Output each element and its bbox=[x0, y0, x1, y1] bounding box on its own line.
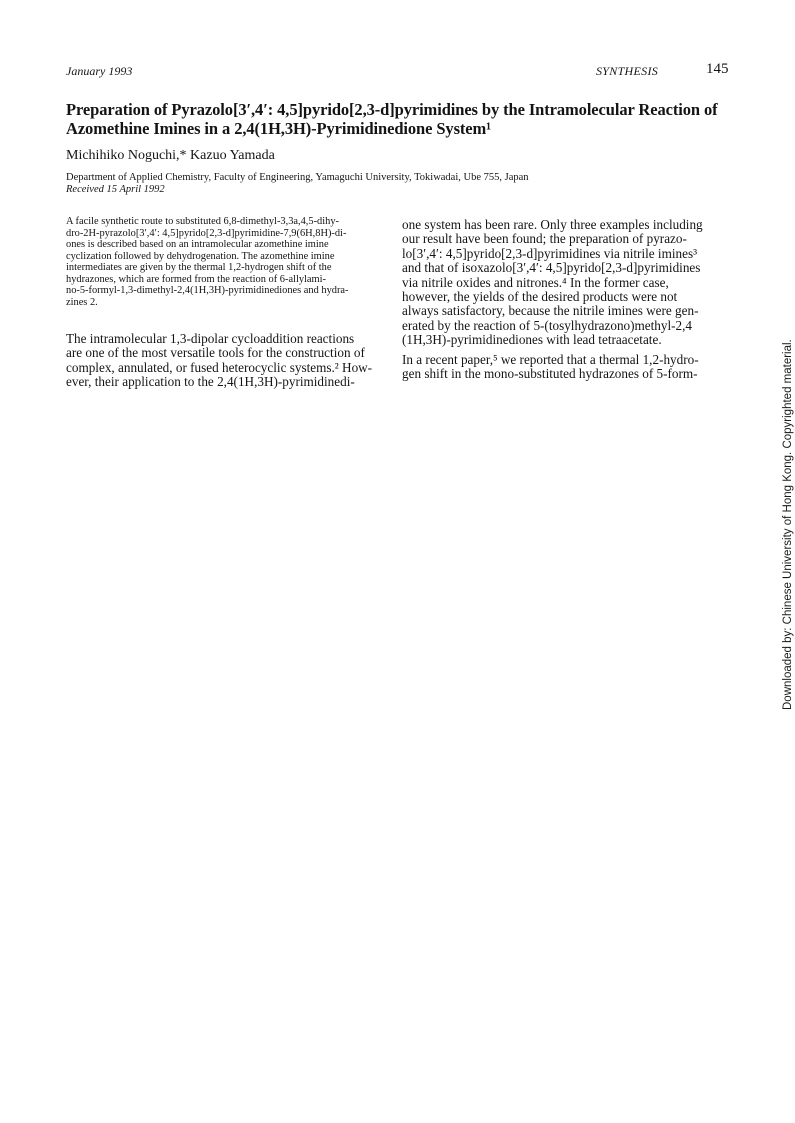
body-line: erated by the reaction of 5-(tosylhydrazono)methyl-2,4 bbox=[402, 317, 693, 333]
header-page-number: 145 bbox=[706, 61, 729, 77]
paragraph-1 bbox=[402, 218, 726, 348]
body-line: (1H,3H)-pyrimidinediones with lead tetraacetate. bbox=[402, 332, 662, 348]
title-line: Preparation of Pyrazolo[3′,4′: 4,5]pyrido[2,3-d]pyrimidines by the Intramolecular Reaction of bbox=[66, 100, 718, 119]
paragraph-2 bbox=[402, 353, 726, 382]
abstract-line: intermediates are given by the thermal 1,2-hydrogen shift of the bbox=[66, 262, 332, 273]
body-line: our result have been found; the preparation of pyrazo- bbox=[402, 231, 687, 247]
abstract bbox=[66, 216, 386, 308]
body-line: however, the yields of the desired products were not bbox=[402, 289, 678, 305]
body-line: gen shift in the mono-substituted hydrazones of 5-form- bbox=[402, 366, 698, 382]
body-line: one system has been rare. Only three examples including bbox=[402, 217, 703, 232]
header-date: January 1993 bbox=[66, 64, 133, 78]
abstract-line: ones is described based on an intramolecular azomethine imine bbox=[66, 239, 329, 250]
body-line: are one of the most versatile tools for the construction of bbox=[66, 345, 365, 361]
body-line: In a recent paper,⁵ we reported that a thermal 1,2-hydro- bbox=[402, 351, 699, 367]
download-watermark: Downloaded by: Chinese University of Hong Kong. Copyrighted material. bbox=[782, 339, 794, 710]
authors: Michihiko Noguchi,* Kazuo Yamada bbox=[66, 148, 275, 163]
title-line: Azomethine Imines in a 2,4(1H,3H)-Pyrimidinedione System¹ bbox=[66, 119, 492, 138]
intro-paragraph bbox=[66, 332, 386, 390]
body-line: via nitrile oxides and nitrones.⁴ In the former case, bbox=[402, 274, 669, 290]
abstract-line: A facile synthetic route to substituted 6,8-dimethyl-3,3a,4,5-dihy- bbox=[66, 216, 339, 227]
header-journal: SYNTHESIS bbox=[596, 64, 659, 78]
body-line: and that of isoxazolo[3′,4′: 4,5]pyrido[2,3-d]pyrimidines bbox=[402, 260, 701, 276]
abstract-line: no-5-formyl-1,3-dimethyl-2,4(1H,3H)-pyrimidinediones and hydra- bbox=[66, 285, 349, 296]
abstract-line: zines 2. bbox=[66, 296, 98, 308]
received-date: Received 15 April 1992 bbox=[66, 184, 165, 195]
body-line: complex, annulated, or fused heterocyclic systems.² How- bbox=[66, 359, 373, 375]
body-line: always satisfactory, because the nitrile imines were gen- bbox=[402, 303, 699, 319]
body-line: The intramolecular 1,3-dipolar cycloaddition reactions bbox=[66, 331, 355, 346]
affiliation: Department of Applied Chemistry, Faculty of Engineering, Yamaguchi University, Tokiwadai, Ube 755, Japan bbox=[66, 172, 529, 183]
abstract-line: hydrazones, which are formed from the reaction of 6-allylami- bbox=[66, 273, 326, 285]
article-title bbox=[66, 100, 736, 138]
abstract-line: cyclization followed by dehydrogenation. The azomethine imine bbox=[66, 250, 335, 262]
right-column bbox=[402, 218, 726, 381]
body-line: ever, their application to the 2,4(1H,3H)-pyrimidinedi- bbox=[66, 374, 355, 390]
body-line: lo[3′,4′: 4,5]pyrido[2,3-d]pyrimidines via nitrile imines³ bbox=[402, 245, 698, 261]
abstract-line: dro-2H-pyrazolo[3′,4′: 4,5]pyrido[2,3-d]pyrimidine-7,9(6H,8H)-di- bbox=[66, 227, 347, 239]
